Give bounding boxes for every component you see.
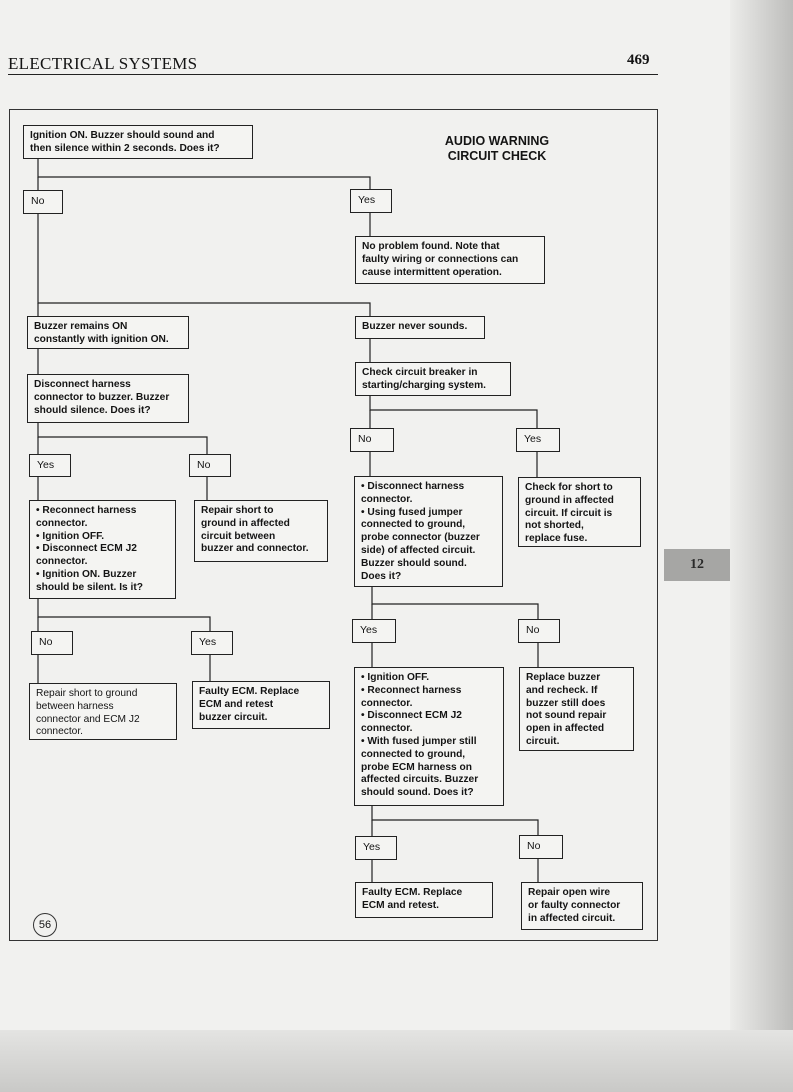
fused-jumper-steps-box: • Disconnect harness connector. • Using fused jumper connected to ground, probe connector (buzzer side) of affected circuit. Buzzer should sound. Does it? <box>354 476 503 587</box>
answer-no-box: No <box>31 631 73 655</box>
replace-buzzer-box: Replace buzzer and recheck. If buzzer still does not sound repair open in affected circuit. <box>519 667 634 751</box>
start-question-box: Ignition ON. Buzzer should sound and then silence within 2 seconds. Does it? <box>23 125 253 159</box>
answer-no-box: No <box>518 619 560 643</box>
reconnect-steps-box: • Reconnect harness connector. • Ignition OFF. • Disconnect ECM J2 connector. • Ignition ON. Buzzer should be silent. Is it? <box>29 500 176 599</box>
answer-no-box: No <box>23 190 63 214</box>
answer-yes-box: Yes <box>355 836 397 860</box>
faulty-ecm-retest-buzzer-box: Faulty ECM. Replace ECM and retest buzzer circuit. <box>192 681 330 729</box>
ignition-off-steps-box: • Ignition OFF. • Reconnect harness connector. • Disconnect ECM J2 connector. • With fused jumper still connected to ground, probe ECM harness on affected circuits. Buzzer should sound. Does it? <box>354 667 504 806</box>
disconnect-buzzer-question-box: Disconnect harness connector to buzzer. Buzzer should silence. Does it? <box>27 374 189 423</box>
chapter-tab: 12 <box>664 549 730 581</box>
buzzer-remains-on-box: Buzzer remains ON constantly with ignition ON. <box>27 316 189 349</box>
faulty-ecm-retest-box: Faulty ECM. Replace ECM and retest. <box>355 882 493 918</box>
answer-yes-box: Yes <box>350 189 392 213</box>
answer-yes-box: Yes <box>352 619 396 643</box>
answer-yes-box: Yes <box>191 631 233 655</box>
no-problem-box: No problem found. Note that faulty wiring or connections can cause intermittent operation. <box>355 236 545 284</box>
page-number: 469 <box>627 52 650 68</box>
buzzer-never-sounds-box: Buzzer never sounds. <box>355 316 485 339</box>
answer-yes-box: Yes <box>516 428 560 452</box>
check-short-fuse-box: Check for short to ground in affected circuit. If circuit is not shorted, replace fuse. <box>518 477 641 547</box>
answer-yes-box: Yes <box>29 454 71 477</box>
repair-short-ecm-box: Repair short to ground between harness connector and ECM J2 connector. <box>29 683 177 740</box>
folio-circle: 56 <box>33 913 57 937</box>
chart-title: AUDIO WARNING CIRCUIT CHECK <box>444 134 550 163</box>
answer-no-box: No <box>350 428 394 452</box>
answer-no-box: No <box>189 454 231 477</box>
repair-short-buzzer-box: Repair short to ground in affected circuit between buzzer and connector. <box>194 500 328 562</box>
check-breaker-box: Check circuit breaker in starting/charging system. <box>355 362 511 396</box>
section-title: ELECTRICAL SYSTEMS <box>8 54 198 73</box>
repair-open-wire-box: Repair open wire or faulty connector in affected circuit. <box>521 882 643 930</box>
answer-no-box: No <box>519 835 563 859</box>
